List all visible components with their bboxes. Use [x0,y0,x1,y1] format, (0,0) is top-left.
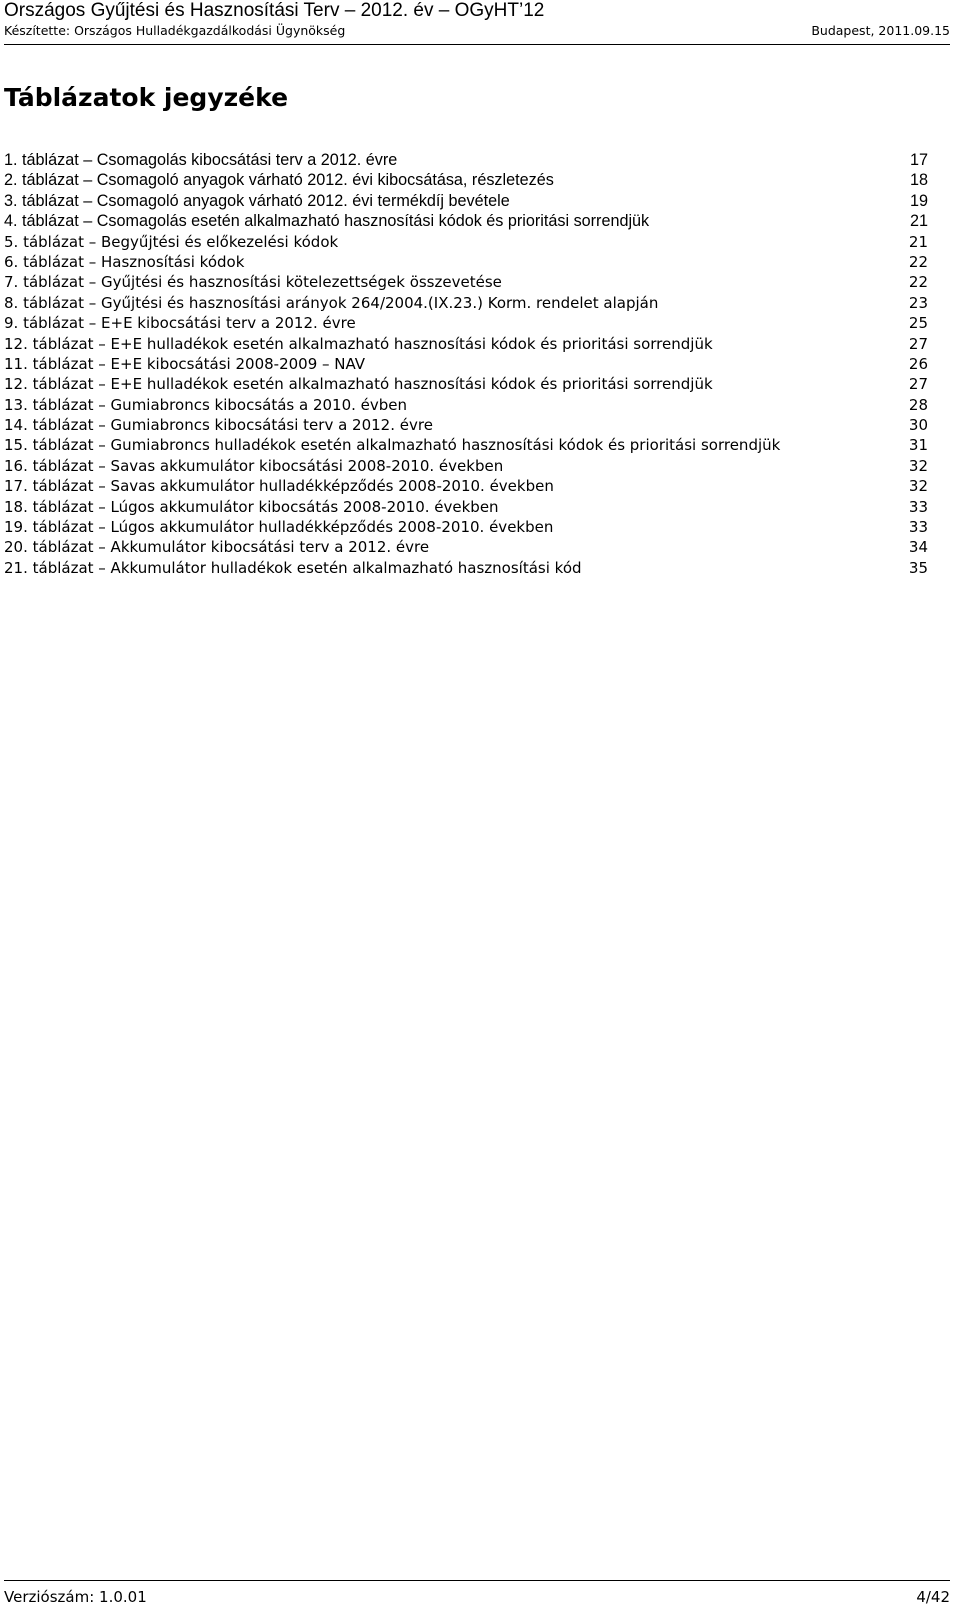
toc-entry[interactable] [4,456,928,476]
toc-entry-title: 8. táblázat – Gyűjtési és hasznosítási arányok 264/2004.(IX.23.) Korm. rendelet alapján [4,293,659,312]
toc-entry-title: 2. táblázat – Csomagoló anyagok várható 2012. évi kibocsátása, részletezés [4,171,554,190]
toc-entry-page: 22 [908,252,928,271]
toc-entry[interactable] [4,415,928,435]
toc-entry-title: 1. táblázat – Csomagolás kibocsátási terv a 2012. évre [4,151,398,169]
toc-entry-title: 5. táblázat – Begyűjtési és előkezelési kódok [4,232,339,251]
toc-entry[interactable] [4,211,928,231]
toc-entry-page: 19 [909,191,928,210]
page-number: 4/42 [916,1588,950,1606]
toc-entry-page: 33 [908,518,928,537]
toc-entry[interactable] [4,170,928,190]
version-number: Verziószám: 1.0.01 [4,1588,147,1606]
toc-entry-page: 17 [909,151,928,169]
toc-entry-title: 11. táblázat – E+E kibocsátási 2008-2009 – NAV [4,354,366,373]
toc-entry[interactable] [4,476,928,496]
toc-entry[interactable] [4,497,928,517]
toc-entry[interactable] [4,374,928,394]
document-title: Országos Gyűjtési és Hasznosítási Terv – 2012. év – OGyHT’12 [4,0,545,21]
toc-entry-page: 28 [908,395,928,414]
toc-entry-page: 31 [908,436,928,455]
toc-entry[interactable] [4,558,928,578]
toc-entry-title: 7. táblázat – Gyűjtési és hasznosítási kötelezettségek összevetése [4,273,502,292]
toc-entry-title: 12. táblázat – E+E hulladékok esetén alkalmazható hasznosítási kódok és prioritási sorrendjük [4,334,713,353]
toc-entry-page: 21 [908,232,928,251]
toc-entry[interactable] [4,354,928,374]
toc-entry-page: 30 [908,416,928,435]
toc-entry-title: 4. táblázat – Csomagolás esetén alkalmazható hasznosítási kódok és prioritási sorrendjük [4,212,650,231]
toc-entry-page: 26 [908,354,928,373]
toc-entry-page: 35 [908,558,928,577]
toc-entry-title: 16. táblázat – Savas akkumulátor kibocsátási 2008-2010. években [4,456,504,475]
page-header [4,0,950,45]
toc-entry-title: 18. táblázat – Lúgos akkumulátor kibocsátás 2008-2010. években [4,497,499,516]
toc-entry-page: 23 [908,293,928,312]
toc-entry[interactable] [4,313,928,333]
toc-entry[interactable] [4,272,928,292]
toc-entry[interactable] [4,293,928,313]
toc-entry[interactable] [4,232,928,252]
toc-entry[interactable] [4,395,928,415]
toc-entry-title: 13. táblázat – Gumiabroncs kibocsátás a 2010. évben [4,395,408,414]
toc-entry[interactable] [4,252,928,272]
toc-entry-title: 19. táblázat – Lúgos akkumulátor hulladékképződés 2008-2010. években [4,518,554,537]
toc-entry[interactable] [4,537,928,557]
toc-entry-title: 14. táblázat – Gumiabroncs kibocsátási terv a 2012. évre [4,416,433,435]
toc-entry[interactable] [4,191,928,211]
toc-entry-title: 6. táblázat – Hasznosítási kódok [4,252,245,271]
document-date: Budapest, 2011.09.15 [811,23,950,38]
toc-entry-page: 33 [908,497,928,516]
toc-entry-title: 15. táblázat – Gumiabroncs hulladékok esetén alkalmazható hasznosítási kódok és prioritási sorrendjük [4,436,781,455]
toc-entry-page: 27 [908,334,928,353]
toc-entry-title: 9. táblázat – E+E kibocsátási terv a 2012. évre [4,314,356,333]
toc-entry-title: 3. táblázat – Csomagoló anyagok várható 2012. évi termékdíj bevétele [4,191,510,210]
toc-entry-title: 21. táblázat – Akkumulátor hulladékok esetén alkalmazható hasznosítási kód [4,558,582,577]
toc-entry-page: 32 [908,456,928,475]
toc-entry[interactable] [4,150,928,170]
toc-entry-title: 12. táblázat – E+E hulladékok esetén alkalmazható hasznosítási kódok és prioritási sorrendjük [4,375,713,394]
document-author: Készítette: Országos Hulladékgazdálkodási Ügynökség [4,23,346,38]
toc-entry[interactable] [4,517,928,537]
toc-entry-page: 32 [908,477,928,496]
toc-entry-page: 22 [908,273,928,292]
toc-entry-page: 27 [908,375,928,394]
toc-entry-page: 25 [908,314,928,333]
toc-heading: Táblázatok jegyzéke [4,83,289,112]
toc-entry[interactable] [4,334,928,354]
toc-entry-page: 21 [909,212,928,231]
toc-list [4,150,928,578]
toc-entry-page: 18 [909,171,928,190]
toc-entry-title: 17. táblázat – Savas akkumulátor hulladékképződés 2008-2010. években [4,477,554,496]
toc-entry-page: 34 [908,538,928,557]
toc-entry[interactable] [4,435,928,455]
page-footer [4,1580,950,1612]
toc-entry-title: 20. táblázat – Akkumulátor kibocsátási terv a 2012. évre [4,538,430,557]
